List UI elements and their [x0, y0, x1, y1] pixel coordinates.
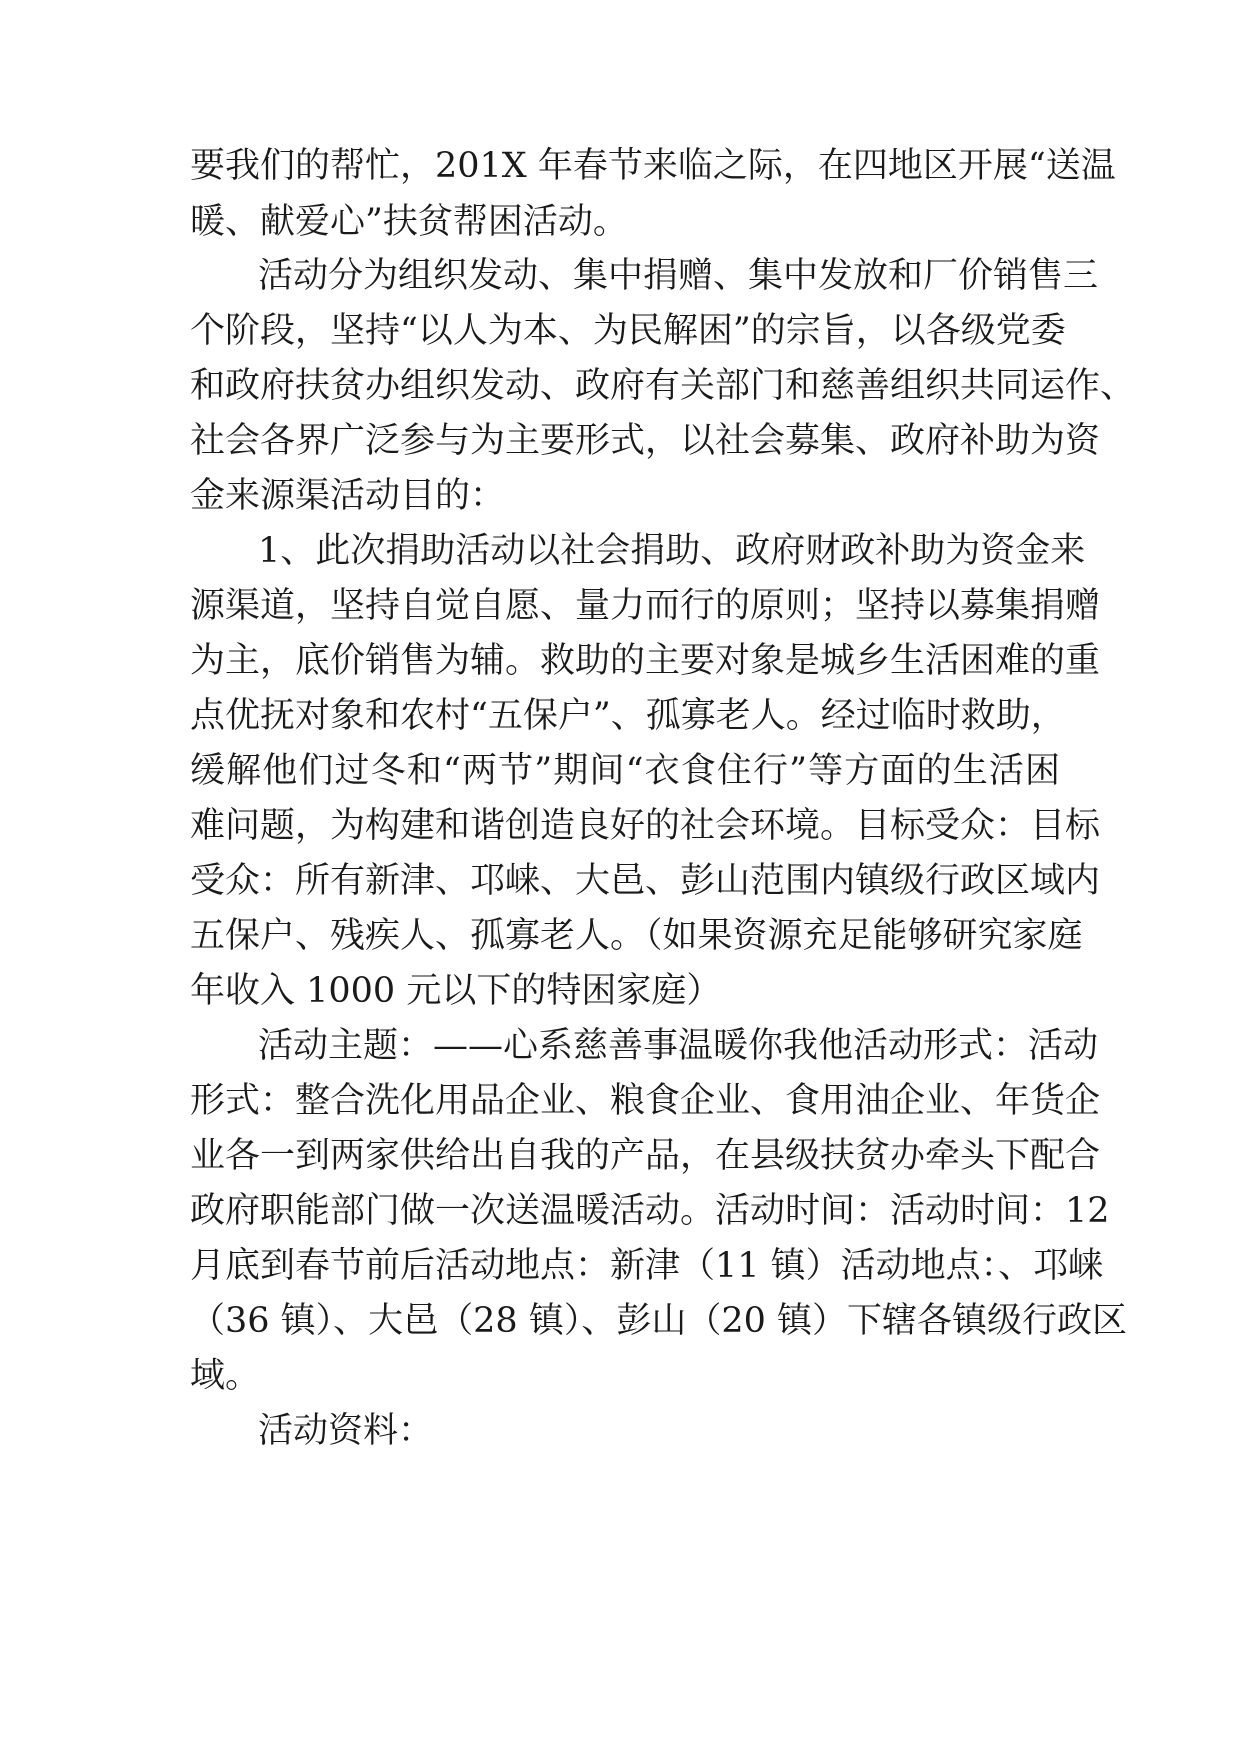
text-line: 为主，底价销售为辅。救助的主要对象是城乡生活困难的重 — [190, 641, 1101, 681]
text-line: 点优抚对象和农村“五保户”、孤寡老人。经过临时救助， — [190, 696, 1066, 736]
text-line: 活动主题：——心系慈善事温暖你我他活动形式：活动 — [258, 1026, 1099, 1066]
text-line: 业各一到两家供给出自我的产品，在县级扶贫办牵头下配合 — [190, 1136, 1101, 1176]
text-line: 金来源渠活动目的： — [190, 476, 506, 516]
text-line: 社会各界广泛参与为主要形式，以社会募集、政府补助为资 — [190, 421, 1101, 461]
text-line: 1、此次捐助活动以社会捐助、政府财政补助为资金来 — [258, 531, 1086, 571]
text-line: 缓解他们过冬和“两节”期间“衣食住行”等方面的生活困 — [190, 751, 1060, 791]
text-line: 活动分为组织发动、集中捐赠、集中发放和厂价销售三 — [258, 256, 1099, 296]
text-line: 受众：所有新津、邛崃、大邑、彭山范围内镇级行政区域内 — [190, 861, 1101, 901]
text-line: 要我们的帮忙，201X 年春节来临之际，在四地区开展“送温 — [190, 146, 1116, 186]
text-line: 月底到春节前后活动地点：新津（11 镇）活动地点：、邛崃 — [190, 1246, 1104, 1286]
text-line: 政府职能部门做一次送温暖活动。活动时间：活动时间：12 — [190, 1191, 1110, 1231]
text-line: 域。 — [190, 1356, 261, 1396]
text-line: 难问题，为构建和谐创造良好的社会环境。目标受众：目标 — [190, 806, 1101, 846]
text-line: 源渠道，坚持自觉自愿、量力而行的原则；坚持以募集捐赠 — [190, 586, 1101, 626]
text-line: （36 镇）、大邑（28 镇）、彭山（20 镇）下辖各镇级行政区 — [190, 1301, 1127, 1341]
text-line: 个阶段，坚持“以人为本、为民解困”的宗旨，以各级党委 — [190, 311, 1066, 351]
text-line: 五保户、残疾人、孤寡老人。（如果资源充足能够研究家庭 — [190, 916, 1083, 956]
text-line: 和政府扶贫办组织发动、政府有关部门和慈善组织共同运作、 — [190, 366, 1136, 406]
text-line: 活动资料： — [258, 1411, 434, 1451]
text-line: 形式：整合洗化用品企业、粮食企业、食用油企业、年货企 — [190, 1081, 1101, 1121]
text-line: 暖、献爱心”扶贫帮困活动。 — [190, 202, 628, 242]
text-line: 年收入 1000 元以下的特困家庭） — [190, 971, 722, 1011]
